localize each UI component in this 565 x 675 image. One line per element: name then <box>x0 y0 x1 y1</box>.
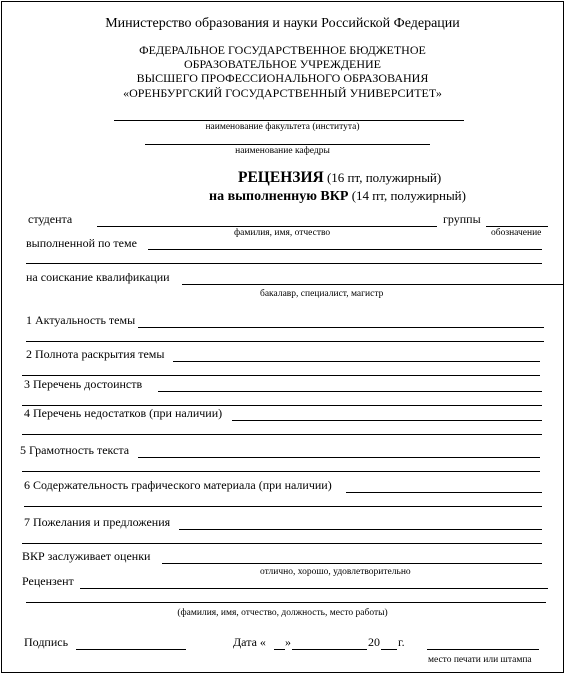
item-3-line[interactable] <box>158 391 542 392</box>
signature-line[interactable] <box>76 649 186 650</box>
name-caption: фамилия, имя, отчество <box>234 228 331 238</box>
department-line[interactable] <box>145 144 430 145</box>
group-label: группы <box>443 212 481 226</box>
stamp-caption: место печати или штампа <box>428 655 532 665</box>
faculty-caption: наименование факультета (института) <box>205 122 360 132</box>
qualification-line[interactable] <box>182 284 563 285</box>
item-2-label: 2 Полнота раскрытия темы <box>26 347 165 361</box>
subtitle-note: (14 пт, полужирный) <box>348 188 466 203</box>
review-form <box>1 1 564 673</box>
department-caption: наименование кафедры <box>235 146 330 156</box>
item-3-label: 3 Перечень достоинств <box>24 377 143 391</box>
ministry-title: Министерство образования и науки Российской Федерации <box>105 16 460 31</box>
date-year-prefix: 20 <box>368 635 380 649</box>
reviewer-line[interactable] <box>80 588 548 589</box>
item-5-label: 5 Грамотность текста <box>20 443 130 457</box>
item-1-label: 1 Актуальность темы <box>26 313 136 327</box>
topic-line-2[interactable] <box>26 263 542 264</box>
item-6-line-2[interactable] <box>24 506 542 507</box>
date-year-suffix: г. <box>398 635 405 649</box>
item-5-line[interactable] <box>138 457 540 458</box>
reviewer-line-2[interactable] <box>26 602 546 603</box>
grade-line[interactable] <box>162 563 542 564</box>
title-note: (16 пт, полужирный) <box>323 170 442 185</box>
institution-line-1: ФЕДЕРАЛЬНОЕ ГОСУДАРСТВЕННОЕ БЮДЖЕТНОЕ <box>139 43 426 57</box>
date-label: Дата « <box>233 635 266 649</box>
date-close-quote: » <box>285 635 291 649</box>
item-7-label: 7 Пожелания и предложения <box>24 515 171 529</box>
document-title <box>238 169 441 187</box>
topic-line[interactable] <box>148 249 542 250</box>
reviewer-label: Рецензент <box>22 574 74 588</box>
item-2-line-2[interactable] <box>22 375 540 376</box>
item-5-line-2[interactable] <box>22 471 540 472</box>
group-line[interactable] <box>486 226 548 227</box>
stamp-line[interactable] <box>427 649 539 650</box>
qualification-caption: бакалавр, специалист, магистр <box>260 289 384 299</box>
subtitle-main: на выполненную ВКР <box>209 189 349 204</box>
item-6-label: 6 Содержательность графического материала (при наличии) <box>24 478 332 492</box>
grade-label: ВКР заслуживает оценки <box>22 549 151 563</box>
topic-label: выполненной по теме <box>26 236 137 250</box>
item-6-line[interactable] <box>346 492 542 493</box>
document-subtitle <box>209 187 466 205</box>
item-4-line[interactable] <box>232 420 542 421</box>
item-1-line[interactable] <box>138 327 544 328</box>
item-2-line[interactable] <box>173 361 540 362</box>
item-1-line-2[interactable] <box>26 341 544 342</box>
item-4-line-2[interactable] <box>22 434 542 435</box>
grade-caption: отлично, хорошо, удовлетворительно <box>260 567 411 577</box>
item-4-label: 4 Перечень недостатков (при наличии) <box>24 406 223 420</box>
student-name-line[interactable] <box>97 226 437 227</box>
item-7-line[interactable] <box>179 529 542 530</box>
group-caption: обозначение <box>491 228 542 238</box>
institution-line-3: ВЫСШЕГО ПРОФЕССИОНАЛЬНОГО ОБРАЗОВАНИЯ <box>136 71 429 85</box>
date-year-line[interactable] <box>381 649 397 650</box>
institution-line-2: ОБРАЗОВАТЕЛЬНОЕ УЧРЕЖДЕНИЕ <box>183 57 382 71</box>
title-main: РЕЦЕНЗИЯ <box>238 169 324 186</box>
student-label: студента <box>28 212 73 226</box>
signature-label: Подпись <box>24 635 69 649</box>
faculty-line[interactable] <box>114 120 464 121</box>
qualification-label: на соискание квалификации <box>26 270 170 284</box>
date-day-line[interactable] <box>274 649 285 650</box>
institution-line-4: «ОРЕНБУРГСКИЙ ГОСУДАРСТВЕННЫЙ УНИВЕРСИТЕТ» <box>123 86 442 100</box>
date-month-line[interactable] <box>292 649 367 650</box>
item-7-line-2[interactable] <box>22 543 542 544</box>
reviewer-caption: (фамилия, имя, отчество, должность, место работы) <box>177 608 388 618</box>
